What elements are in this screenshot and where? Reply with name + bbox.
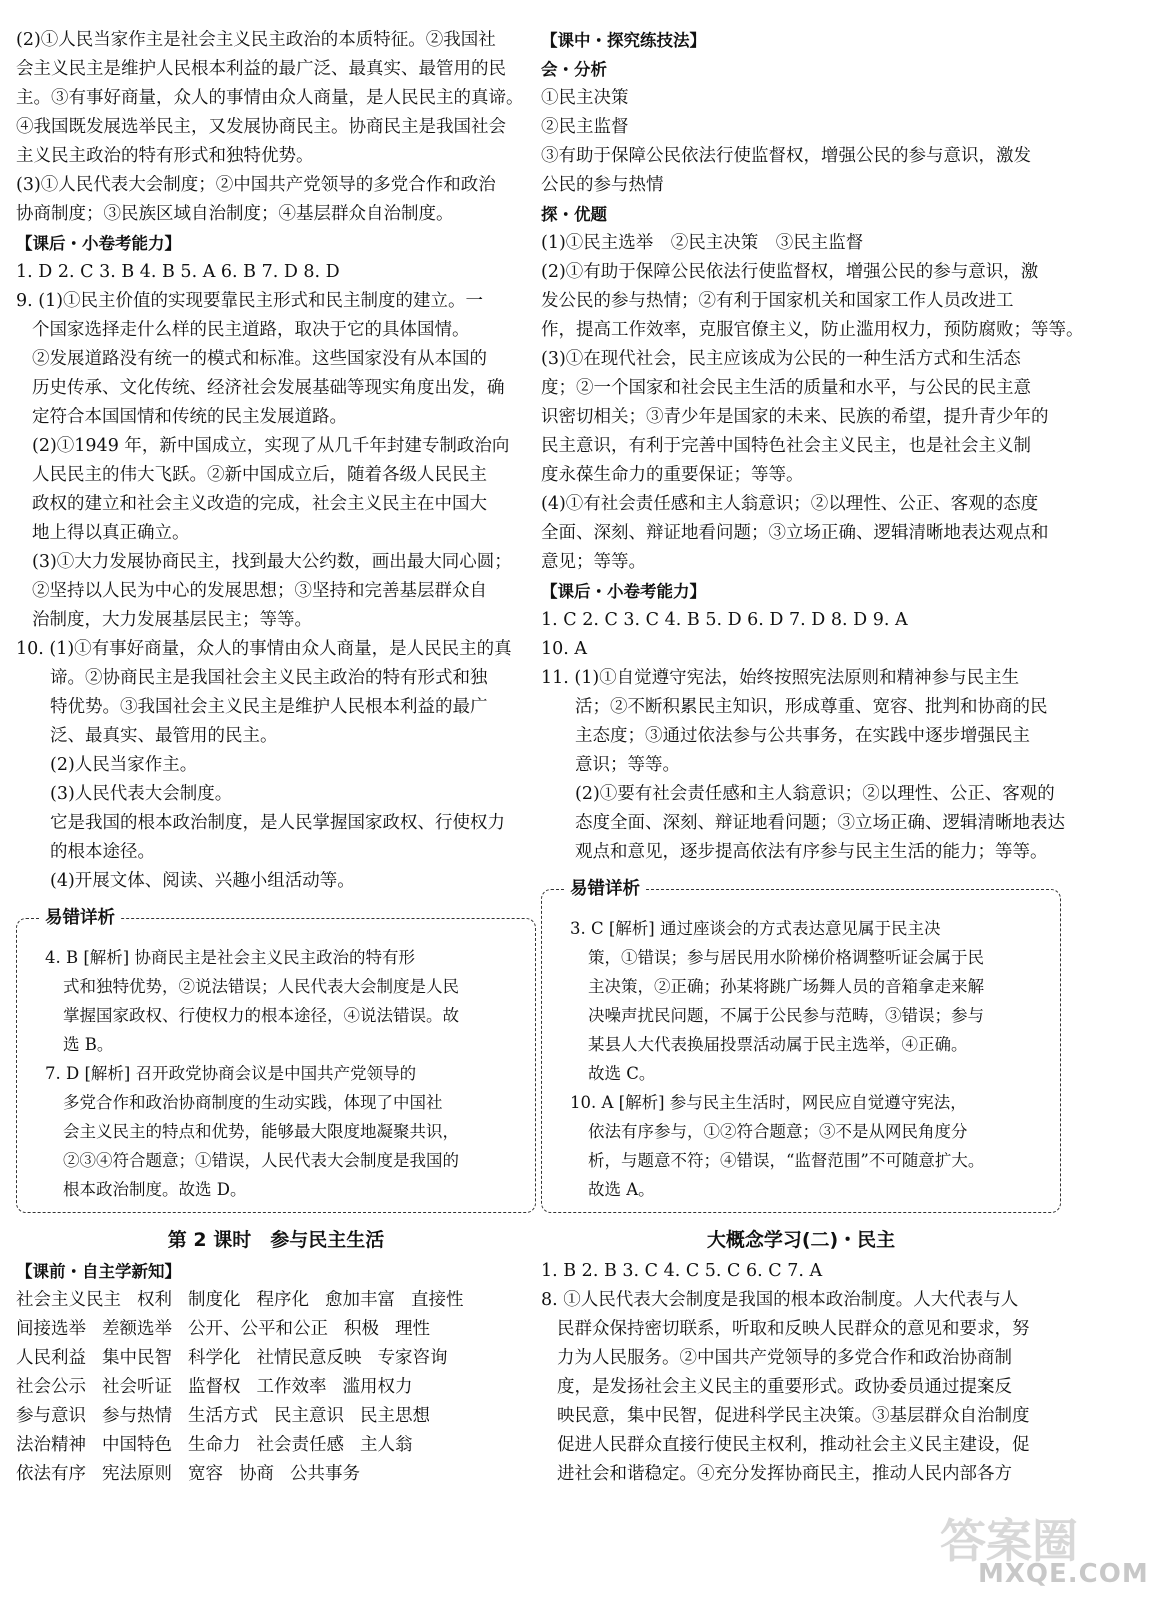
text-line: 公民的参与热情 [541,175,664,195]
sub-header: 探・优题 [541,205,607,224]
text-line: 11. (1)①自觉遵守宪法，始终按照宪法原则和精神参与民主生 [541,668,1020,688]
text-line: 治制度，大力发展基层民主；等等。 [32,610,312,630]
vocab-item: 社会公示 [16,1377,86,1397]
text-line: 3. C [解析] 通过座谈会的方式表达意见属于民主决 [570,919,941,938]
text-line: 故选 A。 [588,1180,655,1199]
text-line: 8. ①人民代表大会制度是我国的根本政治制度。人大代表与人 [541,1290,1019,1310]
text-line: 度永葆生命力的重要保证；等等。 [541,465,804,485]
vocab-row [16,1315,536,1344]
text-line: 映民意，集中民智，促进科学民主决策。③基层群众自治制度 [557,1406,1030,1426]
vocab-item: 直接性 [411,1290,464,1310]
vocab-row [16,1460,536,1489]
vocab-item: 专家咨询 [377,1348,448,1368]
text-line: 策，①错误；参与居民用水阶梯价格调整听证会属于民 [588,948,984,967]
text-line: 协商制度；③民族区域自治制度；④基层群众自治制度。 [16,204,454,224]
text-line: 依法有序参与，①②符合题意；③不是从网民角度分 [588,1122,968,1141]
text-line: ②民主监督 [541,117,629,137]
text-line: 析，与题意不符；④错误，“监督范围”不可随意扩大。 [588,1151,985,1170]
text-line: 态度全面、深刻、辩证地看问题；③立场正确、逻辑清晰地表达 [575,813,1065,833]
answer-line: 1. D 2. C 3. B 4. B 5. A 6. B 7. D 8. D [16,262,340,282]
vocab-item: 协商 [239,1464,274,1484]
text-line: 它是我国的根本政治制度，是人民掌握国家政权、行使权力 [50,813,505,833]
vocab-item: 愈加丰富 [325,1290,395,1310]
vocab-item: 法治精神 [16,1435,86,1455]
text-line: 民群众保持密切联系，听取和反映人民群众的意见和要求，努 [557,1319,1030,1339]
text-line: 度；②一个国家和社会民主生活的质量和水平，与公民的民主意 [541,378,1031,398]
text-line: (3)①人民代表大会制度；②中国共产党领导的多党合作和政治 [16,175,496,195]
text-line: 促进人民群众直接行使民主权利，推动社会主义民主建设，促 [557,1435,1030,1455]
vocab-item: 间接选举 [16,1319,86,1339]
text-line: (2)①要有社会责任感和主人翁意识；②以理性、公正、客观的 [575,784,1055,804]
text-line: 主决策，②正确；孙某将跳广场舞人员的音箱拿走来解 [588,977,984,996]
vocab-row [16,1373,536,1402]
text-line: 式和独特优势，②说法错误；人民代表大会制度是人民 [63,977,459,996]
text-line: (2)①1949 年，新中国成立，实现了从几千年封建专制政治向 [32,436,510,456]
vocab-item: 宽容 [188,1464,223,1484]
vocab-item: 理性 [395,1319,430,1339]
question-8 [541,1286,1061,1489]
text-line: 全面、深刻、辩证地看问题；③立场正确、逻辑清晰地表达观点和 [541,523,1049,543]
vocab-item: 民主思想 [360,1406,430,1426]
text-line: 某县人大代表换届投票活动属于民主选举，④正确。 [588,1035,968,1054]
vocab-item: 差额选举 [102,1319,172,1339]
watermark-url: MXQE.COM [978,1559,1149,1589]
vocab-item: 民主意识 [274,1406,344,1426]
section-header: 【课后・小卷考能力】 [541,582,706,601]
text-line: (3)人民代表大会制度。 [50,784,233,804]
text-line: 发公民的参与热情；②有利于国家机关和国家工作人员改进工 [541,291,1014,311]
text-line: ②坚持以人民为中心的发展思想；③坚持和完善基层群众自 [32,581,487,601]
box-title: 易错详析 [564,875,646,904]
text-line: 4. B [解析] 协商民主是社会主义民主政治的特有形 [45,948,415,967]
vocab-item: 程序化 [256,1290,309,1310]
error-analysis-box [541,879,1061,1213]
text-line: 度，是发扬社会主义民主的重要形式。政协委员通过提案反 [557,1377,1012,1397]
text-line: 谛。②协商民主是我国社会主义民主政治的特有形式和独 [50,668,488,688]
vocab-item: 中国特色 [102,1435,172,1455]
text-line: 7. D [解析] 召开政党协商会议是中国共产党领导的 [45,1064,417,1083]
text-line: 个国家选择走什么样的民主道路，取决于它的具体国情。 [32,320,470,340]
text-line: ②③④符合题意；①错误，人民代表大会制度是我国的 [63,1151,459,1170]
text-line: 多党合作和政治协商制度的生动实践，体现了中国社 [63,1093,443,1112]
text-line: (4)开展文体、阅读、兴趣小组活动等。 [50,871,355,891]
vocab-item: 生命力 [188,1435,241,1455]
text-line: 会主义民主的特点和优势，能够最大限度地凝聚共识， [63,1122,459,1141]
text-line: 力为人民服务。②中国共产党领导的多党合作和政治协商制 [557,1348,1012,1368]
vocab-row [16,1431,536,1460]
text-line: ③有助于保障公民依法行使监督权，增强公民的参与意识，激发 [541,146,1031,166]
vocab-item: 社会责任感 [256,1435,344,1455]
vocab-item: 监督权 [188,1377,241,1397]
text-line: 选 B。 [63,1035,114,1054]
vocab-item: 参与热情 [102,1406,172,1426]
vocab-item: 积极 [344,1319,379,1339]
vocab-item: 人民利益 [16,1348,86,1368]
vocab-item: 社会主义民主 [16,1290,121,1310]
answer-line: 1. B 2. B 3. C 4. C 5. C 6. C 7. A [541,1261,823,1281]
text-line: 主。③有事好商量，众人的事情由众人商量，是人民民主的真谛。 [16,88,524,108]
text-line: 掌握国家政权、行使权力的根本途径，④说法错误。故 [63,1006,459,1025]
vocab-item: 集中民智 [102,1348,172,1368]
section-header: 【课中・探究练技法】 [541,31,706,50]
section-header: 【课后・小卷考能力】 [16,234,181,253]
text-line: 地上得以真正确立。 [32,523,190,543]
box-title: 易错详析 [39,904,121,933]
text-line: 根本政治制度。故选 D。 [63,1180,247,1199]
question-9 [16,287,536,635]
answer-line: 10. A [541,639,588,659]
text-line: 决噪声扰民问题，不属于公民参与范畴，③错误；参与 [588,1006,984,1025]
vocab-item: 主人翁 [360,1435,413,1455]
text-line: 作，提高工作效率，克服官僚主义，防止滥用权力，预防腐败；等等。 [541,320,1084,340]
vocab-item: 社情民意反映 [256,1348,362,1368]
vocab-item: 生活方式 [188,1406,258,1426]
text-line: (1)①民主选举 ②民主决策 ③民主监督 [541,233,864,253]
text-line: 进社会和谐稳定。④充分发挥协商民主，推动人民内部各方 [557,1464,1012,1484]
text-line: 识密切相关；③青少年是国家的未来、民族的希望，提升青少年的 [541,407,1049,427]
vocab-row [16,1286,536,1315]
text-line: 9. (1)①民主价值的实现要靠民主形式和民主制度的建立。一 [16,291,484,311]
text-line: 人民民主的伟大飞跃。②新中国成立后，随着各级人民民主 [32,465,487,485]
text-line: 历史传承、文化传统、经济社会发展基础等现实角度出发，确 [32,378,505,398]
vocab-item: 参与意识 [16,1406,86,1426]
right-column [541,26,1084,1489]
text-line: 会主义民主是维护人民根本利益的最广泛、最真实、最管用的民 [16,59,506,79]
left-column [16,26,536,1489]
vocab-item: 公开、公平和公正 [188,1319,328,1339]
text-line: 主态度；③通过依法参与公共事务，在实践中逐步增强民主 [575,726,1030,746]
text-line: 的根本途径。 [50,842,155,862]
text-line: (3)①大力发展协商民主，找到最大公约数，画出最大同心圆； [32,552,512,572]
lesson-title: 第 2 课时 参与民主生活 [167,1229,385,1251]
text-line: (2)①人民当家作主是社会主义民主政治的本质特征。②我国社 [16,30,496,50]
text-line: 特优势。③我国社会主义民主是维护人民根本利益的最广 [50,697,488,717]
concept-title: 大概念学习(二)・民主 [706,1229,896,1251]
text-line: 政权的建立和社会主义改造的完成，社会主义民主在中国大 [32,494,487,514]
youti-block [541,229,1084,577]
text-line: 民主意识，有利于完善中国特色社会主义民主，也是社会主义制 [541,436,1031,456]
text-line: 意见；等等。 [541,552,646,572]
text-line: 10. A [解析] 参与民主生活时，网民应自觉遵守宪法， [570,1093,967,1112]
text-line: (2)①有助于保障公民依法行使监督权，增强公民的参与意识，激 [541,262,1039,282]
question-11 [541,664,1065,867]
question-10 [16,635,536,896]
text-line: ②发展道路没有统一的模式和标准。这些国家没有从本国的 [32,349,487,369]
vocab-item: 科学化 [188,1348,241,1368]
left-top-lines [16,26,536,229]
vocab-item: 宪法原则 [102,1464,172,1484]
text-line: (4)①有社会责任感和主人翁意识；②以理性、公正、客观的态度 [541,494,1039,514]
vocab-item: 工作效率 [256,1377,327,1397]
text-line: 10. (1)①有事好商量，众人的事情由众人商量，是人民民主的真 [16,639,512,659]
text-line: 泛、最真实、最管用的民主。 [50,726,278,746]
text-line: 定符合本国国情和传统的民主发展道路。 [32,407,347,427]
text-line: 故选 C。 [588,1064,656,1083]
vocab-grid [16,1286,536,1489]
vocab-row [16,1344,536,1373]
vocab-item: 社会听证 [102,1377,172,1397]
vocab-item: 权利 [137,1290,172,1310]
text-line: (2)人民当家作主。 [50,755,198,775]
text-line: ①民主决策 [541,88,629,108]
section-header: 【课前・自主学新知】 [16,1262,181,1281]
sub-header: 会・分析 [541,60,607,79]
text-line: ④我国既发展选举民主，又发展协商民主。协商民主是我国社会 [16,117,506,137]
text-line: 主义民主政治的特有形式和独特优势。 [16,146,314,166]
watermark-logo [940,1505,1149,1590]
text-line: 意识；等等。 [575,755,680,775]
vocab-item: 滥用权力 [342,1377,413,1397]
text-line: (3)①在现代社会，民主应该成为公民的一种生活方式和生活态 [541,349,1021,369]
vocab-item: 依法有序 [16,1464,86,1484]
text-line: 活；②不断积累民主知识，形成尊重、宽容、批判和协商的民 [575,697,1048,717]
text-line: 观点和意见，逐步提高依法有序参与民主生活的能力；等等。 [575,842,1048,862]
vocab-row [16,1402,536,1431]
answer-line: 1. C 2. C 3. C 4. B 5. D 6. D 7. D 8. D 9. A [541,610,908,630]
error-analysis-box [16,908,536,1213]
vocab-item: 制度化 [188,1290,241,1310]
watermark-icon: 答案圈 [940,1514,1078,1568]
vocab-item: 公共事务 [290,1464,360,1484]
